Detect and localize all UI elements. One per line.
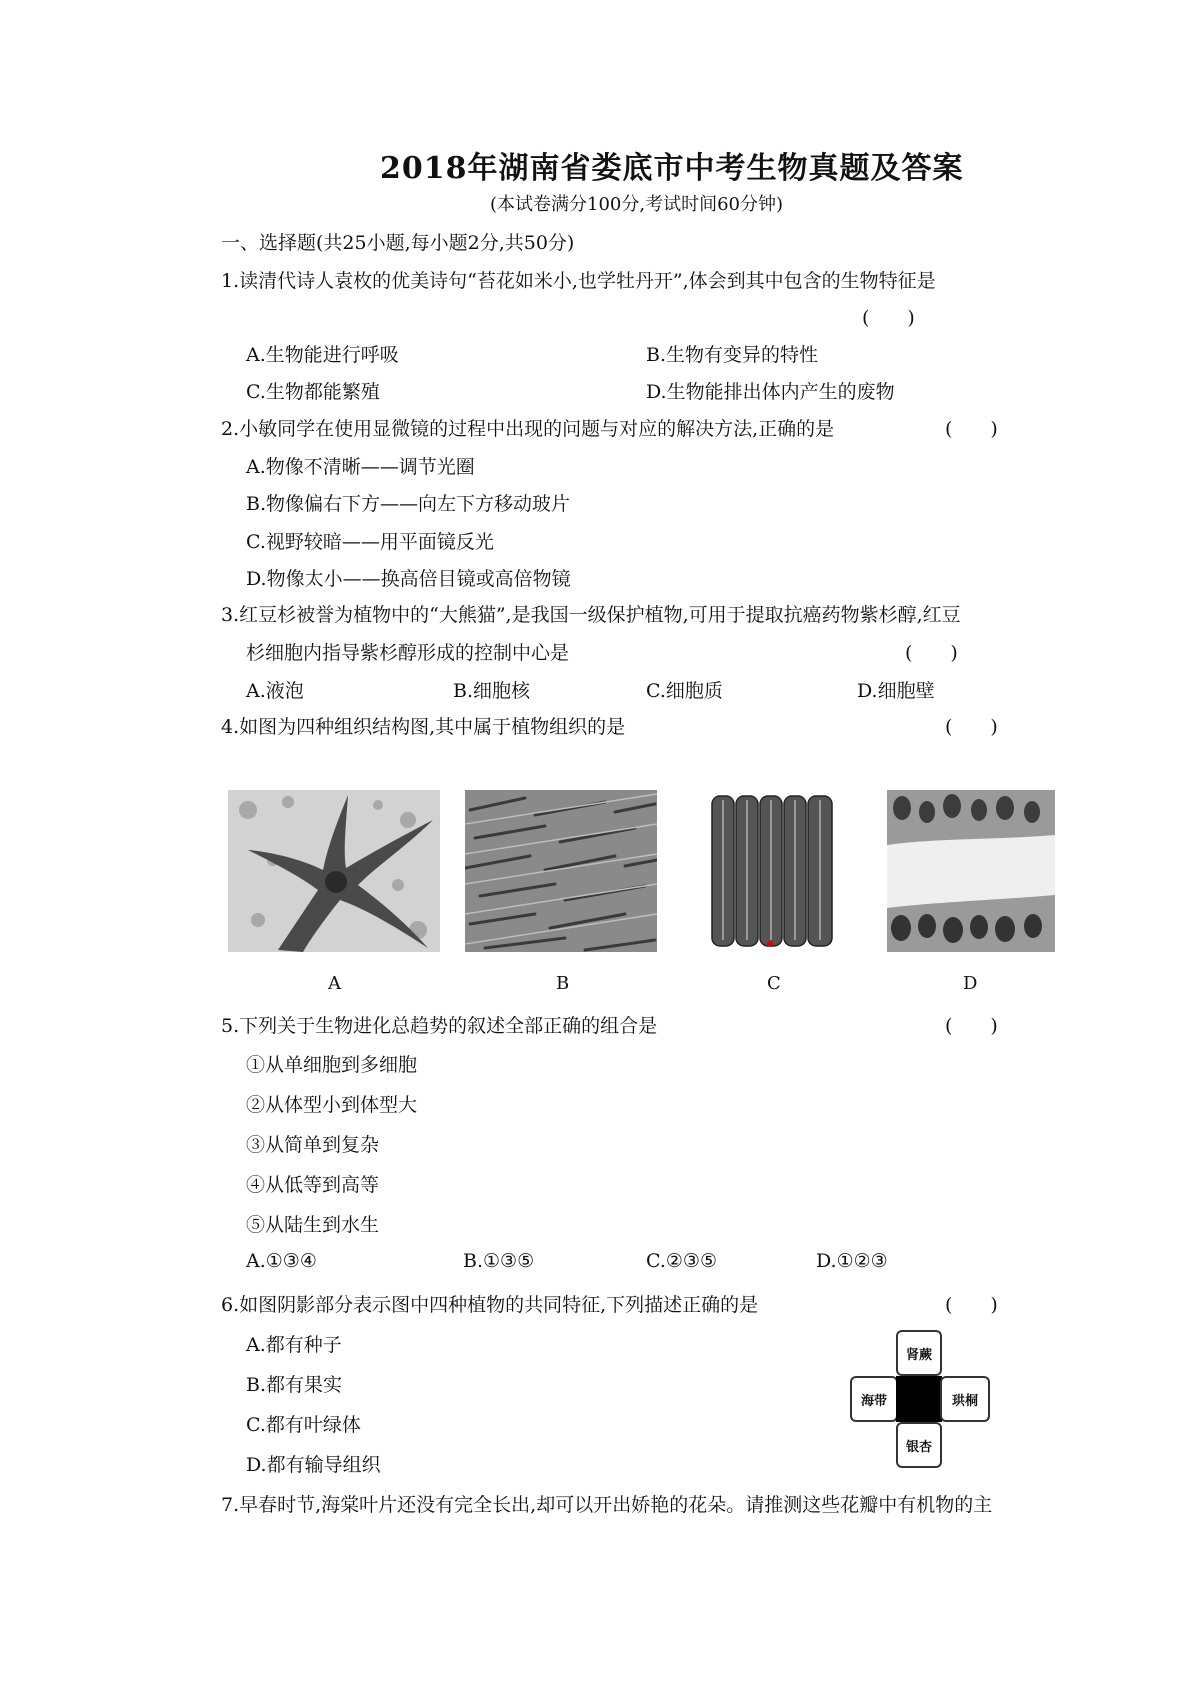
plant-cross-diagram xyxy=(845,1330,995,1480)
q5-option-c: C.②③⑤ xyxy=(646,1250,717,1272)
q6-option-c: C.都有叶绿体 xyxy=(246,1414,361,1436)
q5-stem: 5.下列关于生物进化总趋势的叙述全部正确的组合是 xyxy=(221,1015,658,1037)
q6-option-d: D.都有输导组织 xyxy=(246,1454,381,1476)
q2-option-d: D.物像太小——换高倍目镜或高倍物镜 xyxy=(246,568,571,590)
q2-option-a: A.物像不清晰——调节光圈 xyxy=(246,456,475,478)
tissue-caption-a: A xyxy=(328,973,341,994)
q1-answer-paren: ( ) xyxy=(862,307,915,329)
q3-option-a: A.液泡 xyxy=(246,680,304,702)
q2-answer-paren: ( ) xyxy=(945,418,998,440)
q5-item-3: ③从简单到复杂 xyxy=(246,1134,380,1156)
q6-option-a: A.都有种子 xyxy=(246,1334,342,1356)
q5-option-b: B.①③⑤ xyxy=(463,1250,535,1272)
q5-item-4: ④从低等到高等 xyxy=(246,1174,380,1196)
q4-stem: 4.如图为四种组织结构图,其中属于植物组织的是 xyxy=(221,716,626,738)
q5-item-1: ①从单细胞到多细胞 xyxy=(246,1054,418,1076)
q3-answer-paren: ( ) xyxy=(905,642,958,664)
q5-item-5: ⑤从陆生到水生 xyxy=(246,1214,380,1236)
q7-stem: 7.早春时节,海棠叶片还没有完全长出,却可以开出娇艳的花朵。请推测这些花瓣中有机物的主 xyxy=(221,1494,993,1516)
tissue-caption-b: B xyxy=(556,973,570,994)
tissue-image-a xyxy=(228,790,440,952)
tissue-image-b xyxy=(465,790,657,952)
q6-stem: 6.如图阴影部分表示图中四种植物的共同特征,下列描述正确的是 xyxy=(221,1294,759,1316)
diagram-cell-bottom: 银杏 xyxy=(896,1422,942,1468)
tissue-image-d xyxy=(887,790,1055,952)
q3-option-d: D.细胞壁 xyxy=(857,680,935,702)
q1-option-b: B.生物有变异的特性 xyxy=(646,344,819,366)
tissue-caption-c: C xyxy=(767,973,781,994)
q3-option-c: C.细胞质 xyxy=(646,680,723,702)
q3-stem-line1: 3.红豆杉被誉为植物中的“大熊猫”,是我国一级保护植物,可用于提取抗癌药物紫杉醇,红豆 xyxy=(221,604,961,626)
q5-answer-paren: ( ) xyxy=(945,1015,998,1037)
q3-option-b: B.细胞核 xyxy=(453,680,531,702)
tissue-image-c xyxy=(708,790,838,952)
tissue-caption-d: D xyxy=(963,973,978,994)
q3-stem-line2: 杉细胞内指导紫杉醇形成的控制中心是 xyxy=(246,642,570,664)
q6-answer-paren: ( ) xyxy=(945,1294,998,1316)
q1-option-a: A.生物能进行呼吸 xyxy=(246,344,399,366)
q6-option-b: B.都有果实 xyxy=(246,1374,343,1396)
q1-stem: 1.读清代诗人袁枚的优美诗句“苔花如米小,也学牡丹开”,体会到其中包含的生物特征是 xyxy=(221,270,936,292)
q2-option-c: C.视野较暗——用平面镜反光 xyxy=(246,531,494,553)
q1-option-d: D.生物能排出体内产生的废物 xyxy=(646,381,895,403)
section-heading: 一、选择题(共25小题,每小题2分,共50分) xyxy=(221,232,575,254)
diagram-cell-top: 肾蕨 xyxy=(896,1330,942,1376)
q4-answer-paren: ( ) xyxy=(945,716,998,738)
diagram-cell-right: 珙桐 xyxy=(940,1376,990,1422)
q5-option-a: A.①③④ xyxy=(246,1250,317,1272)
exam-subtitle: (本试卷满分100分,考试时间60分钟) xyxy=(490,194,784,215)
q5-item-2: ②从体型小到体型大 xyxy=(246,1094,418,1116)
q1-option-c: C.生物都能繁殖 xyxy=(246,381,380,403)
q2-option-b: B.物像偏右下方——向左下方移动玻片 xyxy=(246,493,571,515)
diagram-cell-left: 海带 xyxy=(850,1376,898,1422)
page-title: 2018年湖南省娄底市中考生物真题及答案 xyxy=(380,151,964,186)
q2-stem: 2.小敏同学在使用显微镜的过程中出现的问题与对应的解决方法,正确的是 xyxy=(221,418,835,440)
q5-option-d: D.①②③ xyxy=(816,1250,888,1272)
diagram-shared-cell xyxy=(896,1376,942,1422)
